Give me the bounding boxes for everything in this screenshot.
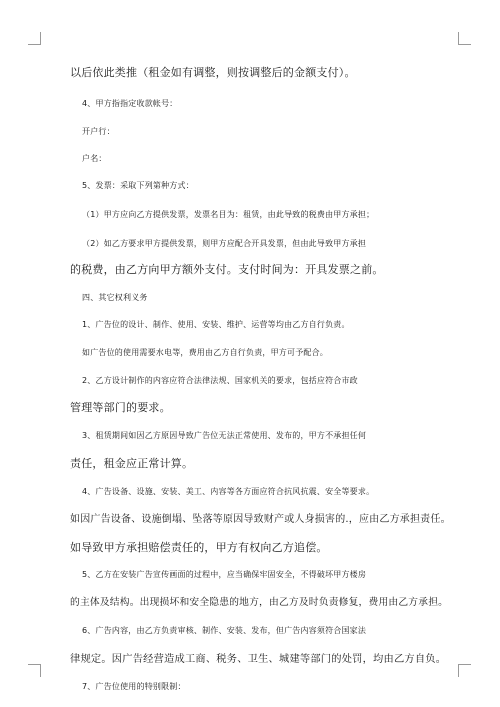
text-line: 3、租赁期间如因乙方原因导致广告位无法正常使用、发布的，甲方不承担任何	[82, 431, 367, 440]
text-line: 6、广告内容，由乙方负责审核、制作、安装、发布，但广告内容须符合国家法	[82, 626, 367, 635]
text-line: 的主体及结构。出现损坏和安全隐患的地方，由乙方及时负责修复，费用由乙方承担。	[70, 597, 449, 608]
text-line: 4、广告设备、设施、安装、美工、内容等各方面应符合抗风抗震、安全等要求。	[82, 487, 375, 496]
text-line: 开户行：	[82, 127, 115, 136]
text-line: 4、甲方指指定收款帐号：	[82, 99, 178, 108]
text-line: 2、乙方设计制作的内容应符合法律法规、国家机关的要求，包括应符合市政	[82, 376, 358, 385]
text-line: 如广告位的使用需要水电等，费用由乙方自行负责，甲方可予配合。	[82, 348, 328, 357]
text-line: （1）甲方应向乙方提供发票，发票名目为：租赁，由此导致的税费由甲方承担；	[82, 210, 375, 219]
section-heading: 四、其它权利义务	[82, 293, 148, 302]
text-line: 户名：	[82, 154, 107, 163]
text-line: 以后依此类推（租金如有调整，则按调整后的金额支付）。	[70, 66, 356, 79]
text-line: 律规定。因广告经营造成工商、税务、卫生、城建等部门的处罚，均由乙方自负。	[70, 653, 447, 665]
text-line: 7、广告位使用的特别限制：	[82, 682, 186, 691]
text-line: （2）如乙方要求甲方提供发票，则甲方应配合开具发票，但由此导致甲方承担	[82, 239, 367, 248]
text-line: 5、乙方在安装广告宣传画面的过程中，应当确保牢固安全，不得破坏甲方楼房	[82, 570, 367, 579]
text-line: 的税费，由乙方向甲方额外支付。支付时间为：开具发票之前。	[70, 263, 384, 276]
text-line: 5、发票：采取下列第种方式：	[82, 181, 194, 190]
text-line: 如导致甲方承担赔偿责任的，甲方有权向乙方追偿。	[70, 541, 328, 554]
text-line: 1、广告位的设计、制作、使用、安装、维护、运营等均由乙方自行负责。	[82, 320, 350, 329]
text-line: 责任，租金应正常计算。	[70, 457, 194, 470]
text-line: 管理等部门的要求。	[70, 401, 171, 414]
text-line: 如因广告设备、设施倒塌、坠落等原因导致财产或人身损害的.，应由乙方承担责任。	[70, 514, 451, 525]
